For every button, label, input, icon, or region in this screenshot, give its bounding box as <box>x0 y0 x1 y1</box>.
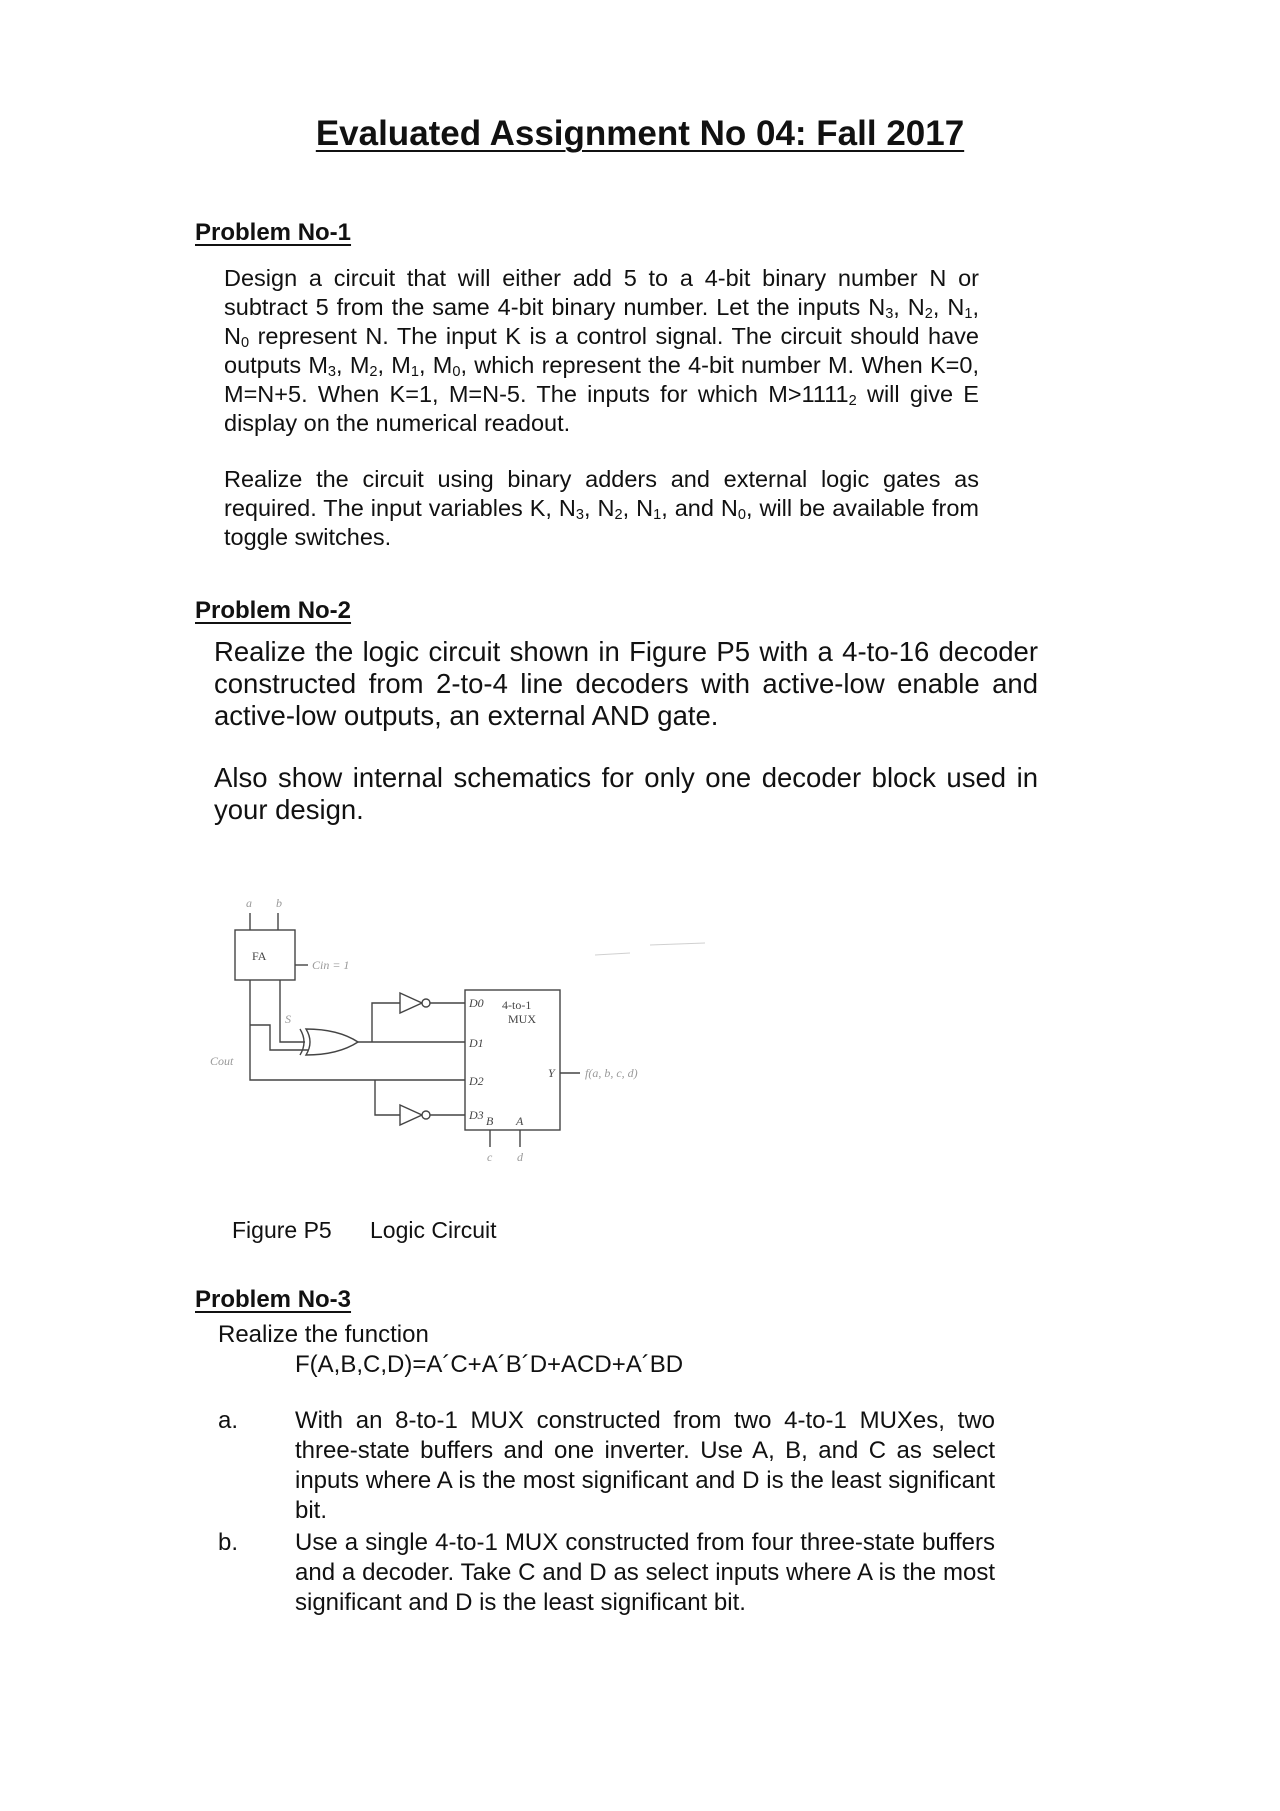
label-function-output: f(a, b, c, d) <box>585 1066 638 1080</box>
label-mux-type: 4-to-1 <box>502 998 532 1012</box>
subscript: 3 <box>885 306 894 323</box>
subscript: 3 <box>327 364 337 381</box>
label-mux: MUX <box>508 1012 537 1026</box>
subscript: 1 <box>964 306 973 323</box>
figure-p5-logic-circuit <box>200 895 720 1200</box>
label-select-a: A <box>516 1114 524 1128</box>
subscript: 2 <box>614 507 623 524</box>
inverter-top <box>400 993 422 1013</box>
problem-1-heading: Problem No-1 <box>195 219 352 246</box>
wire-xor-to-inverter <box>372 1003 400 1042</box>
problem-3-intro: Realize the function <box>218 1321 429 1348</box>
xor-gate <box>306 1029 358 1055</box>
problem-1-paragraph-1: Design a circuit that will either add 5 to a 4-bit binary number N or subtract 5 from the same 4-bit binary number. Let the inputs $N_3$, $N_2$, $N_1$, $N_0$ represent N. The input K is a control signal. The circuit should have outputs $M_3$, $M_2$, $M_1$, $M_0$, which represent the 4-bit number M. When K=0, M=N+5. When K=1, M=N-5. The inputs for which $M>1111_2$ will give E display on the numerical readout. <box>224 265 980 436</box>
item-b-text: Use a single 4-to-1 MUX constructed from four three-state buffers and a decoder. Take C and D as select inputs where A is the most significant and D is the least significant bit. <box>295 1529 995 1616</box>
label-cin: Cin = 1 <box>312 958 350 972</box>
problem-2-heading: Problem No-2 <box>195 597 352 624</box>
assignment-title: Evaluated Assignment No 04: Fall 2017 <box>315 114 965 153</box>
subscript: 1 <box>653 507 662 524</box>
label-d3: D3 <box>469 1108 484 1122</box>
scan-artifact-2 <box>650 943 705 945</box>
wire-cout-to-inverter <box>375 1080 400 1115</box>
label-select-input-d: d <box>517 1150 523 1164</box>
subscript: 0 <box>452 364 461 381</box>
problem-2-paragraph-1: Realize the logic circuit shown in Figure P5 with a 4-to-16 decoder constructed from 2-to-4 line decoders with active-low enable and active-low outputs, an external AND gate. <box>214 636 1038 731</box>
label-fa: FA <box>252 949 267 963</box>
inverter-bottom <box>400 1105 422 1125</box>
label-d1: D1 <box>469 1036 484 1050</box>
label-d0: D0 <box>469 996 484 1010</box>
label-d2: D2 <box>469 1074 484 1088</box>
figure-caption-text: Logic Circuit <box>370 1217 497 1243</box>
item-b-marker: b. <box>218 1529 239 1556</box>
problem-3-function: F(A,B,C,D)=A´C+A´B´D+ACD+A´BD <box>295 1351 684 1378</box>
label-output-y: Y <box>548 1066 555 1080</box>
subscript: 2 <box>848 393 857 410</box>
problem-2-paragraph-2: Also show internal schematics for only one decoder block used in your design. <box>214 762 1038 825</box>
inverter-bottom-bubble <box>422 1111 430 1119</box>
subscript: 2 <box>924 306 933 323</box>
subscript: 0 <box>737 507 746 524</box>
label-select-input-c: c <box>487 1150 493 1164</box>
subscript: 3 <box>575 507 585 524</box>
wire-cout-to-xor <box>250 1025 308 1050</box>
problem-3-heading: Problem No-3 <box>195 1286 352 1313</box>
label-input-b: b <box>276 896 282 910</box>
subscript: 2 <box>369 364 378 381</box>
label-select-b: B <box>486 1114 494 1128</box>
problem-1-paragraph-2: Realize the circuit using binary adders and external logic gates as required. The input variables K, $N_3$, $N_2$, $N_1$, and $N_0$, will be available from toggle switches. <box>224 466 979 550</box>
label-sum: S <box>285 1012 291 1026</box>
figure-caption-label: Figure P5 <box>232 1217 332 1243</box>
item-a-text: With an 8-to-1 MUX constructed from two 4-to-1 MUXes, two three-state buffers and one inverter. Use A, B, and C as select inputs where A is the most significant and D is the least significant bit. <box>295 1407 995 1524</box>
subscript: 1 <box>410 364 419 381</box>
inverter-top-bubble <box>422 999 430 1007</box>
label-input-a: a <box>246 896 252 910</box>
scan-artifact-1 <box>595 953 630 955</box>
item-a-marker: a. <box>218 1407 239 1434</box>
subscript: 0 <box>240 335 250 352</box>
label-cout: Cout <box>210 1054 234 1068</box>
